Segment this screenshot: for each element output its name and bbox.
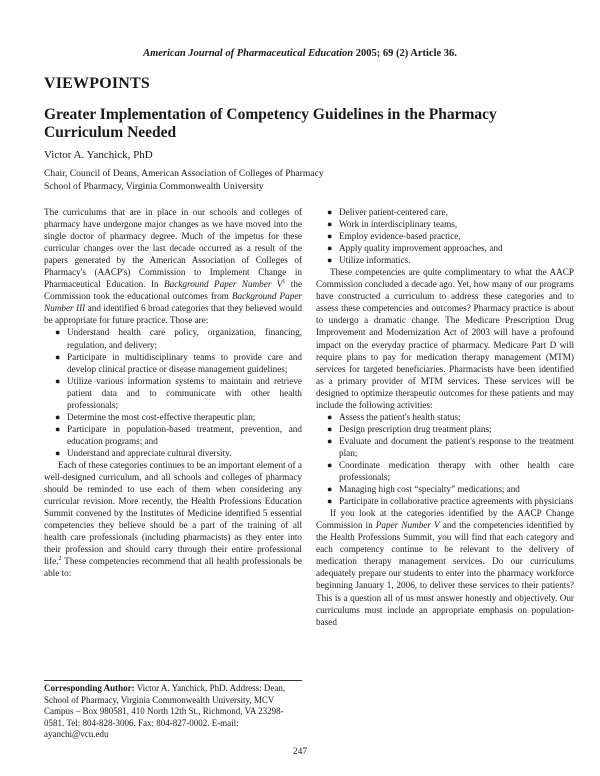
list-item-text: Managing high cost “specialty” medications; and: [339, 484, 520, 495]
bullet-icon: ●: [327, 207, 333, 217]
list-item-text: Utilize various information systems to maintain and retrieve patient data and to communicate with other health professionals;: [67, 375, 302, 410]
paragraph: [44, 206, 302, 326]
section-heading: VIEWPOINTS: [44, 75, 151, 92]
bullet-icon: ●: [55, 447, 61, 458]
bullet-icon: ●: [327, 496, 333, 507]
list-item: [55, 351, 302, 375]
list-item: [55, 326, 302, 350]
text-run: The curriculums that are in place in our schools and colleges of pharmacy have undergone major changes as we have moved into the single doctor of pharmacy degree. Much of the impetus for these curricular changes over the last decade occurred as a result of the papers generated by the American Association of Colleges of Pharmacy's (AACP's) Commission to Implement Change in Pharmaceutical Education. In: [44, 207, 302, 290]
bullet-icon: ●: [327, 423, 333, 434]
bullet-icon: ●: [327, 219, 333, 230]
right-column: [316, 206, 574, 628]
journal-header: [0, 48, 600, 59]
corresponding-author-text: Victor A. Yanchick, PhD. Address: Dean, School of Pharmacy, Virginia Commonwealth University, MCV Campus – Box 980581, 410 North 12th St., Richmond, VA 23298-0581. Tel: 804-828-3006. Fax: 804-827-0002. E-mail: ayanchi@vcu.edu: [44, 683, 286, 740]
bullet-list: [44, 326, 302, 459]
citation-superscript: 1: [282, 279, 286, 286]
list-item-text: Assess the patient's health status;: [339, 411, 461, 422]
bullet-icon: ●: [327, 459, 333, 470]
bullet-icon: ●: [55, 411, 61, 422]
list-item-text: Participate in multidisciplinary teams to provide care and develop clinical practice or disease management guidelines;: [67, 351, 302, 374]
list-item-text: Determine the most cost-effective therapeutic plan;: [67, 411, 256, 422]
list-item: [55, 447, 302, 459]
bullet-icon: ●: [55, 375, 61, 386]
list-item: [327, 254, 574, 266]
bullet-icon: ●: [327, 231, 333, 242]
text-run: Each of these categories continues to be an important element of a well-designed curriculum, and all schools and colleges of pharmacy should be reminded to use each of them when considering any curricular revision. More recently, the Health Professions Education Summit convened by the Institutes of Medicine identified 5 essential competencies they believe should be a part of the training of all health care professionals (including pharmacists) as they enter into their profession and should carry through their entire professional life.: [44, 459, 302, 567]
corresponding-author-note: [44, 683, 302, 741]
page-number: 247: [292, 747, 308, 757]
text-run: If you look at the categories identified by the AACP Change Commission in: [316, 508, 574, 531]
article-title: Greater Implementation of Competency Guidelines in the Pharmacy Curriculum Needed: [44, 106, 497, 141]
bullet-icon: ●: [55, 327, 61, 338]
list-item: [327, 495, 574, 507]
list-item: [327, 483, 574, 495]
text-run: These competencies recommend that all health professionals be able to:: [44, 556, 302, 579]
bullet-icon: ●: [327, 411, 333, 422]
list-item: [327, 459, 574, 483]
author-name: Victor A. Yanchick, PhD: [44, 149, 153, 161]
list-item-text: Work in interdisciplinary teams,: [339, 219, 458, 230]
bullet-icon: ●: [327, 484, 333, 495]
bullet-icon: ●: [55, 423, 61, 434]
journal-name: American Journal of Pharmaceutical Education: [143, 48, 354, 59]
list-item: [327, 218, 574, 230]
list-item: [327, 206, 574, 218]
list-item-text: Participate in population-based treatment, prevention, and education programs; and: [67, 423, 302, 446]
list-item: [327, 435, 574, 459]
italic-run: Background Paper Number V: [164, 279, 283, 290]
text-run: the Commission took the educational outcomes from: [44, 279, 303, 302]
list-item-text: Apply quality improvement approaches, and: [339, 243, 503, 254]
list-item-text: Deliver patient-centered care,: [339, 207, 448, 217]
list-item-text: Design prescription drug treatment plans;: [339, 423, 492, 434]
list-item: [55, 375, 302, 411]
italic-run: Paper Number V: [375, 520, 440, 531]
list-item-text: Understand and appreciate cultural diversity.: [67, 447, 232, 458]
list-item-text: Employ evidence-based practice,: [339, 231, 461, 242]
list-item: [327, 242, 574, 254]
journal-citation: 2005; 69 (2) Article 36.: [355, 48, 457, 59]
affiliation-line: School of Pharmacy, Virginia Commonwealth University: [44, 181, 264, 192]
list-item-text: Utilize informatics.: [339, 255, 411, 266]
bullet-icon: ●: [327, 243, 333, 254]
citation-superscript: 2: [58, 556, 62, 563]
list-item: [327, 411, 574, 423]
paragraph: These competencies are quite complimentary to what the AACP Commission concluded a decade ago. Yet, how many of our programs have constructed a curriculum to address these categories and to assess these competencies and outcomes? Pharmacy practice is about to undergo a dramatic change. The Medicare Prescription Drug Improvement and Modernization Act of 2003 will have a profound impact on the everyday practice of pharmacy. Medicare Part D will require plans to pay for medication therapy management (MTM) services for targeted beneficiaries. Pharmacists have been identified as a primary provider of MTM services. These services will be designed to optimize therapeutic outcomes for these patients and may include the following activities:: [316, 267, 574, 410]
paragraph: [316, 507, 574, 627]
left-column: [44, 206, 302, 579]
bullet-icon: ●: [55, 351, 61, 362]
bullet-icon: ●: [327, 255, 333, 266]
italic-run: Background Paper Number III: [44, 291, 302, 314]
list-item: [55, 423, 302, 447]
list-item-text: Participate in collaborative practice agreements with physicians: [339, 496, 574, 507]
list-item-text: Understand health care policy, organization, financing, regulation, and delivery;: [67, 327, 302, 350]
corresponding-author-label: Corresponding Author:: [44, 683, 135, 693]
text-run: and the competencies identified by the Health Professions Summit, you will find that each category and each competency continue to be relevant to the delivery of medication therapy management services. Do our curriculums adequately prepare our students to enter into the pharmacy workforce beginning January 1, 2006, to deliver these services to their patients? This is a question all of us must answer honestly and objectively. Our curriculums must include an appropriate emphasis on population-based: [316, 520, 574, 627]
list-item: [55, 411, 302, 423]
list-item-text: Coordinate medication therapy with other health care professionals;: [339, 459, 574, 483]
bullet-list: [316, 206, 574, 266]
bullet-list: [316, 411, 574, 507]
text-run: and identified 6 broad categories that they believed would be appropriate for future practice. Those are:: [44, 303, 302, 326]
list-item: [327, 230, 574, 242]
list-item-text: Evaluate and document the patient's response to the treatment plan;: [339, 435, 574, 458]
bullet-icon: ●: [327, 435, 333, 446]
paragraph: [44, 459, 302, 579]
affiliation-line: Chair, Council of Deans, American Association of Colleges of Pharmacy: [44, 168, 324, 179]
list-item: [327, 423, 574, 435]
footnote-divider: [44, 680, 302, 681]
author-affiliation: [44, 167, 324, 193]
